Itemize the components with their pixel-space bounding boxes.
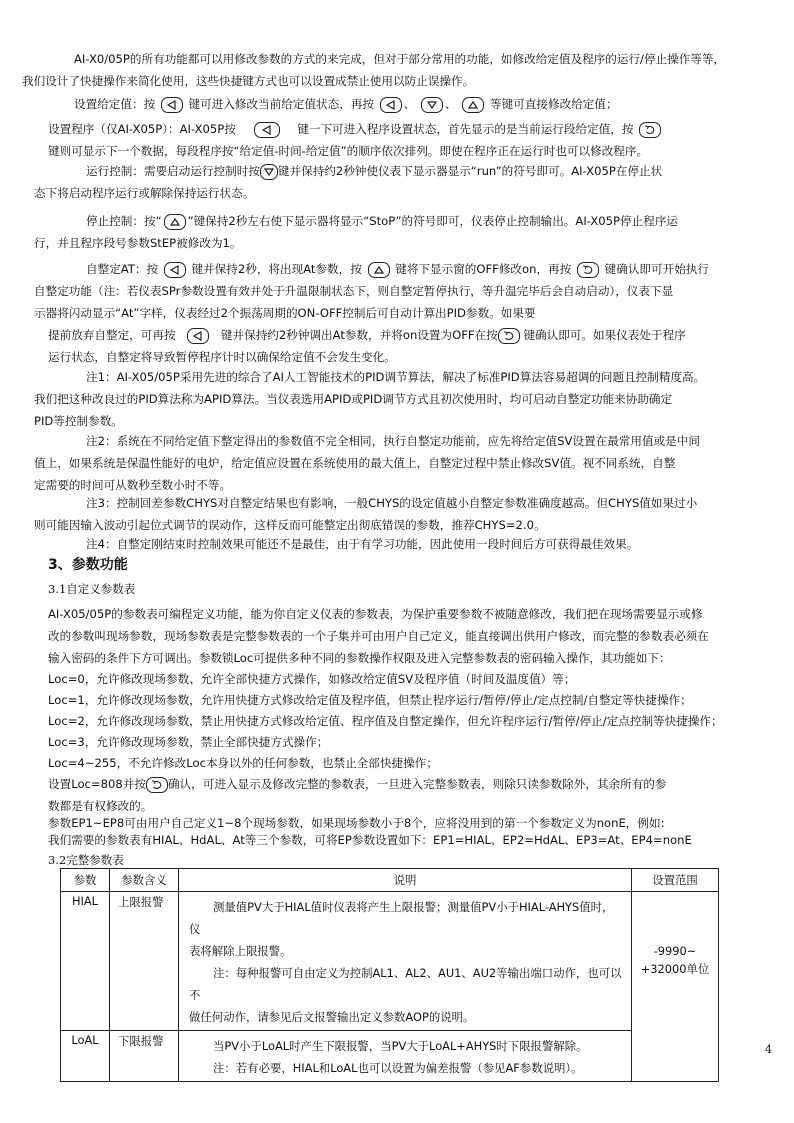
custom-param-intro: [48, 603, 753, 669]
note-2: [34, 430, 753, 496]
set-confirm-key-icon: [577, 262, 599, 278]
note-1: [34, 366, 753, 432]
text-line: +32000单位: [640, 962, 710, 976]
text-line: 键则可显示下一个数据，每段程序按“给定值-时间-给定值”的顺序依次排列。即使在程序正在运行时也可以修改程序。: [48, 144, 649, 158]
text-line: AI-X0/05P的所有功能都可以用修改参数的方式的来完成，但对于部分常用的功能，如修改给定值及程序的运行/停止操作等等，: [74, 52, 726, 66]
text-line: 注1：AI-X05/05P采用先进的综合了AI人工智能技术的PID调节算法，解决了标准PID算法容易超调的问题且控制精度高。: [86, 370, 706, 384]
text-line: 运行状态，自整定将导致暂停程序计时以确保给定值不会发生变化。: [48, 350, 396, 364]
table-row: [61, 892, 719, 1031]
left-arrow-key-icon: [380, 97, 402, 113]
text-segment: 自整定AT：按: [86, 262, 159, 276]
text-line: 注4：自整定刚结束时控制效果可能还不是最佳，由于有学习功能，因此使用一段时间后方可获得最佳效果。: [86, 537, 639, 551]
column-header: 设置范围: [632, 869, 719, 892]
text-line: 示器将闪动显示“At”字样，仪表经过2个振荡周期的ON-OFF控制后可自动计算出PID参数。如果要: [34, 306, 536, 320]
text-segment: 键并保持约2秒钟调出At参数，并将on设置为OFF在按: [220, 328, 498, 342]
text-line: 我们需要的参数表有HIAL、HdAL、At等三个参数，可将EP参数设置如下：EP1=HIAL、EP2=HdAL、EP3=At、EP4=nonE: [48, 833, 692, 847]
loc-808-paragraph: [48, 773, 753, 817]
text-segment: 键将下显示窗的OFF修改on，再按: [395, 262, 572, 276]
text-segment: 运行控制：需要启动运行控制时按: [86, 164, 260, 178]
text-segment: 键并保持约2秒钟使仪表下显示器显示“run”的符号即可。AI-X05P在停止状: [277, 164, 663, 178]
autotune-paragraph: [34, 258, 753, 324]
subsection-heading: 3.1自定义参数表: [48, 582, 136, 596]
text-line: 当PV小于LoAL时产生下限报警，当PV大于LoAL+AHYS时下限报警解除。: [213, 1039, 588, 1053]
note-3: [34, 492, 753, 536]
text-line: 我们设计了快捷操作来简化使用，这些快捷键方式也可以设置成禁止使用以防止误操作。: [22, 74, 475, 88]
text-line: -9990~: [653, 944, 697, 958]
text-line: 输入密码的条件下方可调出。参数锁Loc可提供多种不同的参数操作权限及进入完整参数表的密码输入操作，其功能如下：: [48, 651, 671, 665]
text-segment: 确认，可进入显示及修改完整的参数表，一旦进入完整参数表，则除只读参数除外，其余所有的参: [167, 777, 667, 791]
text-segment: 键确认即可开始执行: [604, 262, 709, 276]
text-segment: 设置给定值：按: [74, 97, 156, 111]
text-line: 态下将启动程序运行或解除保持运行状态。: [34, 186, 255, 200]
set-confirm-key-icon: [639, 122, 661, 138]
text-line: AI-X05/05P的参数表可编程定义功能，能为你自定义仪表的参数表，为保护重要参数不被随意修改，我们把在现场需要显示或修: [48, 607, 703, 621]
page-number: 4: [765, 1043, 772, 1056]
left-arrow-key-icon: [161, 97, 183, 113]
list-item: Loc=3，允许修改现场参数，禁止全部快捷方式操作；: [48, 735, 329, 749]
up-arrow-key-icon: [462, 97, 484, 113]
text-line: 我们把这种改良过的PID算法称为APID算法。当仪表选用APID或PID调节方式且初次使用时，均可启动自整定功能来协助确定: [34, 392, 673, 406]
text-segment: 设置Loc=808并按: [48, 777, 146, 791]
param-description: [179, 892, 632, 1031]
table-header-row: [61, 869, 719, 892]
text-segment: 、: [445, 97, 457, 111]
text-segment: 键并保持2秒，将出现At参数，按: [191, 262, 362, 276]
section-heading: 3、参数功能: [48, 557, 128, 573]
set-program-paragraph: [48, 118, 753, 162]
set-confirm-key-icon: [498, 328, 520, 344]
subsection-heading: 3.2完整参数表: [48, 853, 124, 867]
left-arrow-key-icon: [187, 328, 209, 344]
param-meaning: 下限报警: [110, 1031, 179, 1082]
column-header: 参数含义: [110, 869, 179, 892]
text-line: 注：每种报警可自由定义为控制AL1、AL2、AU1、AU2等输出端口动作，也可以不: [189, 966, 622, 1002]
param-description: [179, 1031, 632, 1082]
text-line: 定需要的时间可从数秒至数小时不等。: [34, 478, 232, 492]
text-segment: 提前放弃自整定，可再按: [48, 328, 176, 342]
parameter-table: [60, 868, 719, 1082]
text-segment: 键确认即可。如果仪表处于程序: [523, 328, 686, 342]
text-line: 自整定功能（注：若仪表SPr参数设置有效并处于升温限制状态下，则自整定暂停执行，等升温完毕后会自动启动），仪表下显: [34, 284, 674, 298]
text-line: 则可能因输入波动引起位式调节的误动作，这样反而可能整定出彻底错误的参数，推荐CHYS=2.0。: [34, 518, 546, 532]
loc-list: [48, 669, 753, 774]
set-confirm-key-icon: [146, 777, 168, 793]
list-item: Loc=1，允许修改现场参数，允许用快捷方式修改给定值及程序值，但禁止程序运行/暂停/停止/定点控制/自整定等快捷操作；: [48, 693, 692, 707]
down-arrow-key-icon: [260, 164, 278, 180]
text-line: 注：若有必要，HIAL和LoAL也可以设置为偏差报警（参见AF参数说明）。: [213, 1061, 583, 1075]
list-item: Loc=0，允许修改现场参数、允许全部快捷方式操作，如修改给定值SV及程序值（时间及温度值）等；: [48, 672, 576, 686]
text-line: 行，并且程序段号参数StEP被修改为1。: [34, 236, 242, 250]
text-segment: 等键可直接修改给定值；: [490, 97, 618, 111]
text-segment: 键一下可进入程序设置状态，首先显示的是当前运行段给定值，按: [297, 122, 634, 136]
stop-control-paragraph: [34, 210, 753, 254]
table-row: [61, 1031, 719, 1082]
text-line: 测量值PV大于HIAL值时仪表将产生上限报警；测量值PV小于HIAL-AHYS值时，仪: [189, 900, 614, 936]
text-line: 参数EP1~EP8可由用户自己定义1~8个现场参数，如果现场参数小于8个，应将没用到的第一个参数定义为nonE，例如:: [48, 816, 665, 830]
left-arrow-key-icon: [164, 262, 186, 278]
text-line: 改的参数叫现场参数，现场参数表是完整参数表的一个子集并可由用户自己定义，能直接调出供用户修改，而完整的参数表必须在: [48, 629, 709, 643]
text-segment: 设置程序（仅AI-X05P）：AI-X05P按: [48, 122, 236, 136]
note-4: [48, 533, 753, 555]
list-item: Loc=2，允许修改现场参数，禁止用快捷方式修改给定值、程序值及自整定操作，但允许程序运行/暂停/停止/定点控制等快捷操作；: [48, 714, 723, 728]
column-header: 说明: [179, 869, 632, 892]
run-control-paragraph: [34, 160, 753, 204]
param-code: LoAL: [61, 1031, 110, 1082]
up-arrow-key-icon: [368, 262, 390, 278]
text-line: 数都是有权修改的。: [48, 799, 153, 813]
text-line: PID等控制参数。: [34, 414, 123, 428]
list-item: Loc=4~255，不允许修改Loc本身以外的任何参数，也禁止全部快捷操作；: [48, 756, 438, 770]
text-line: 注3：控制回差参数CHYS对自整定结果也有影响，一般CHYS的设定值越小自整定参数准确度越高。但CHYS值如果过小: [86, 496, 698, 510]
up-arrow-key-icon: [164, 214, 186, 230]
intro-paragraph: [22, 48, 753, 92]
text-line: 表将解除上限报警。: [189, 944, 292, 958]
autotune-cancel-paragraph: [48, 324, 753, 368]
text-line: 注2：系统在不同给定值下整定得出的参数值不完全相同，执行自整定功能前，应先将给定值SV设置在最常用值或是中间: [86, 434, 700, 448]
param-range: [632, 892, 719, 1082]
text-line: 做任何动作，请参见后文报警输出定义参数AOP的说明。: [189, 1010, 475, 1024]
param-code: HIAL: [61, 892, 110, 1031]
column-header: 参数: [61, 869, 110, 892]
set-value-paragraph: [48, 93, 753, 115]
text-segment: 停止控制：按“: [86, 214, 162, 228]
left-arrow-key-icon: [254, 122, 280, 138]
text-line: 值上，如果系统是保温性能好的电炉，给定值应设置在系统使用的最大值上，自整定过程中禁止修改SV值。视不同系统，自整: [34, 456, 676, 470]
text-segment: 、: [403, 97, 416, 111]
text-segment: 键可进入修改当前给定值状态，再按: [188, 97, 375, 111]
ep-paragraph: [48, 815, 753, 849]
down-arrow-key-icon: [421, 97, 443, 113]
param-meaning: 上限报警: [110, 892, 179, 1031]
text-segment: ”键保持2秒左右使下显示器将显示“StoP”的符号即可，仪表停止控制输出。AI-X05P停止程序运: [187, 214, 679, 228]
